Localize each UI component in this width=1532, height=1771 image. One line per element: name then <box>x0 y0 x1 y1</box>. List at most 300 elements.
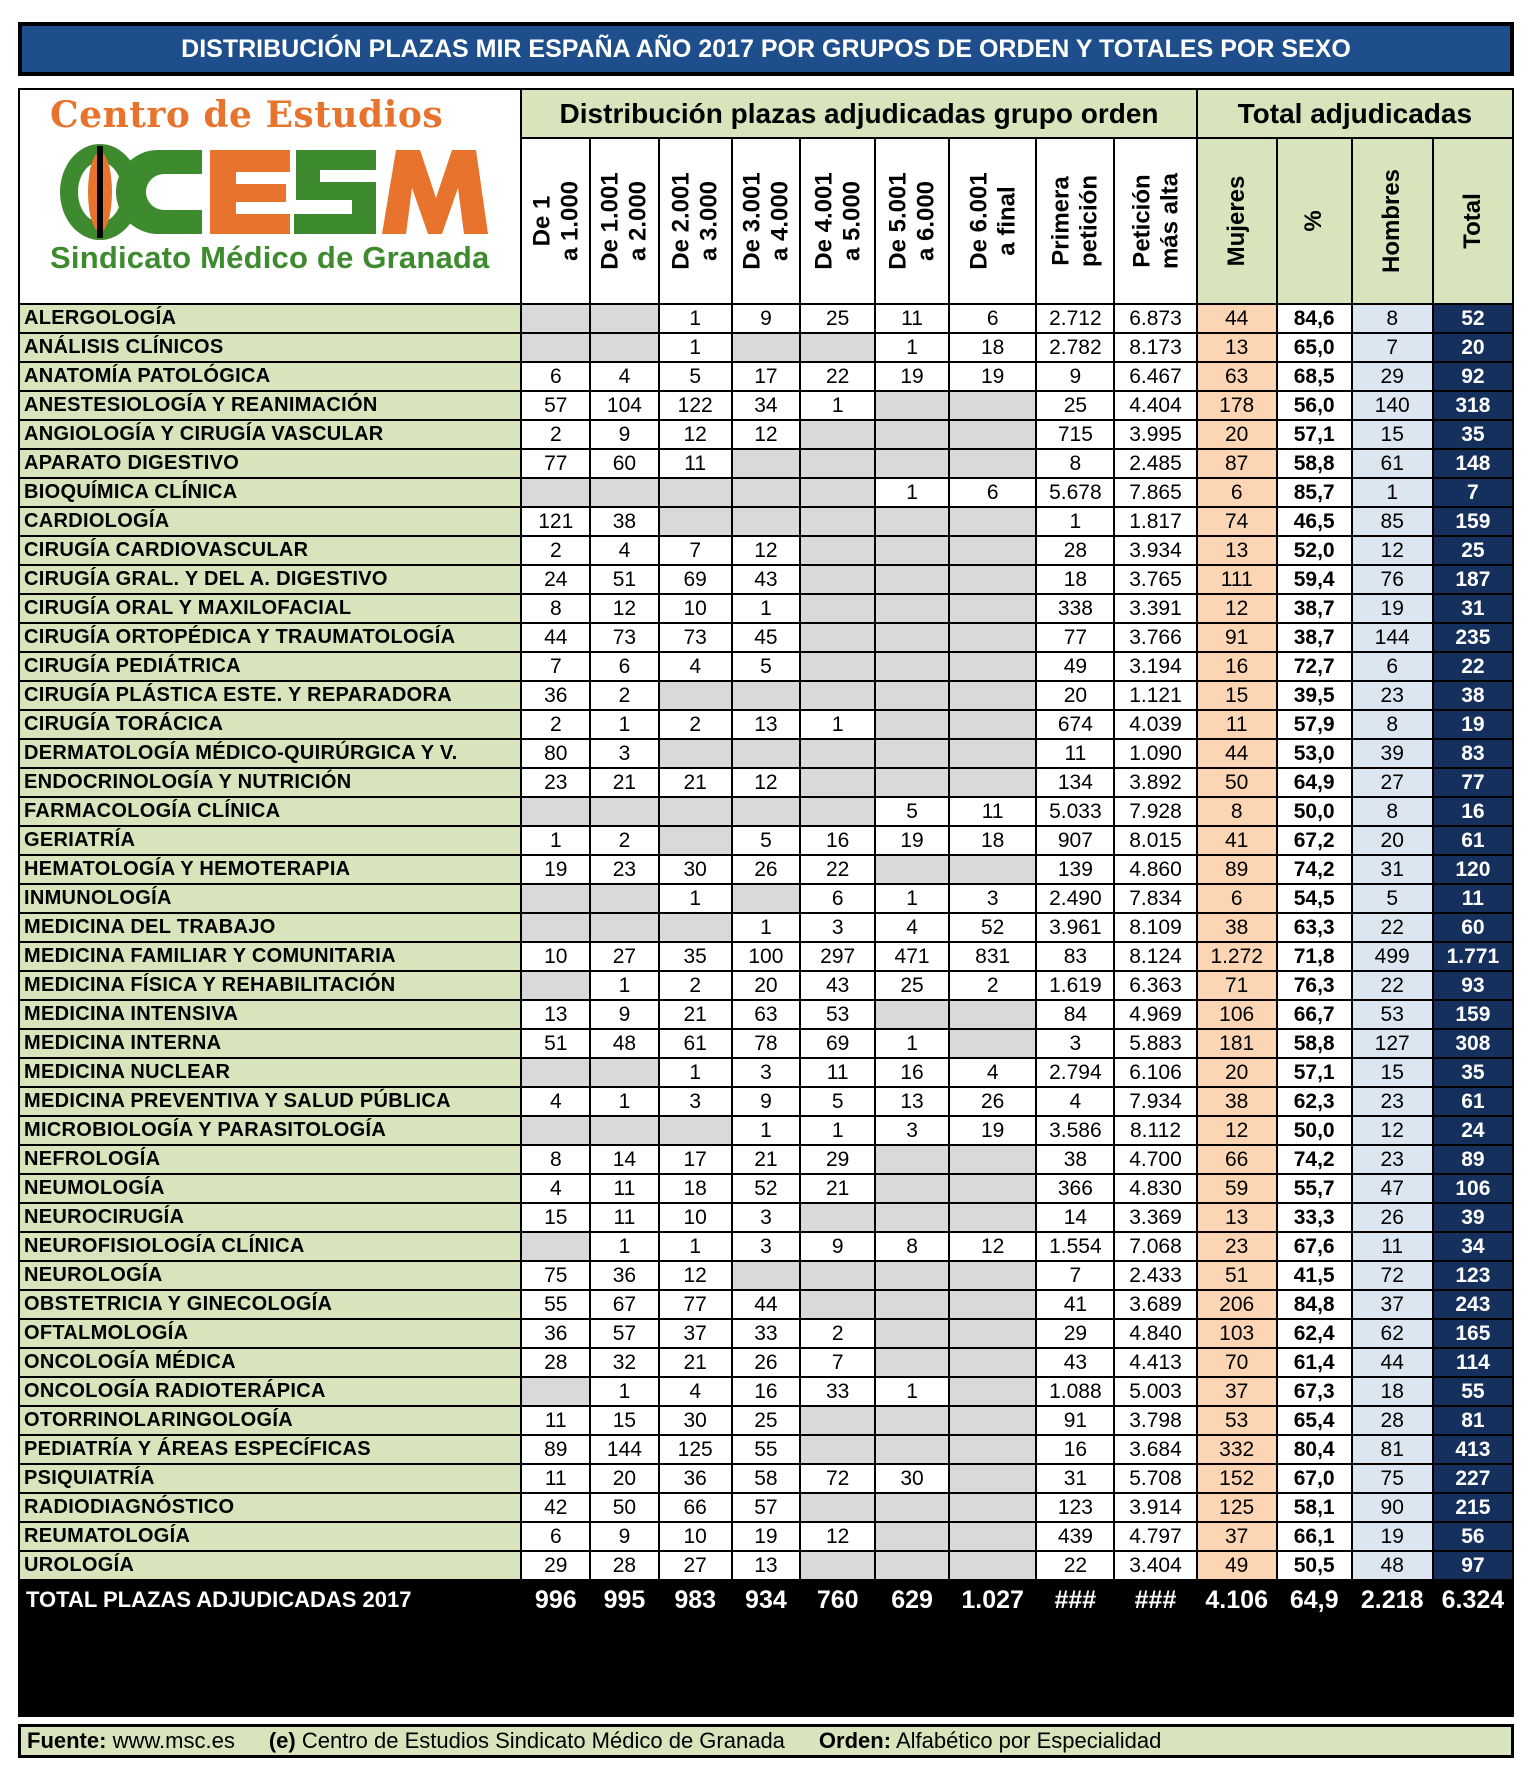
logo-bottom-text: Sindicato Médico de Granada <box>50 240 490 275</box>
men-cell: 7 <box>1352 333 1433 362</box>
logo-top-text: Centro de Estudios <box>50 94 444 136</box>
order-group-cell: 36 <box>521 1319 590 1348</box>
order-group-cell: 1 <box>659 333 732 362</box>
order-group-cell: 29 <box>521 1551 590 1580</box>
order-group-cell <box>521 304 590 333</box>
specialty-name: NEUROFISIOLOGÍA CLÍNICA <box>19 1232 521 1261</box>
women-cell: 38 <box>1197 913 1277 942</box>
totals-value: 760 <box>800 1580 875 1620</box>
totals-value: 6.324 <box>1433 1580 1513 1620</box>
percent-cell: 65,4 <box>1277 1406 1352 1435</box>
order-group-cell: 15 <box>521 1203 590 1232</box>
order-group-cell: 1 <box>590 1232 659 1261</box>
order-group-cell: 144 <box>590 1435 659 1464</box>
table-row <box>19 1087 1513 1116</box>
order-group-cell: 10 <box>659 1522 732 1551</box>
women-cell: 11 <box>1197 710 1277 739</box>
percent-cell: 67,2 <box>1277 826 1352 855</box>
order-group-cell: 77 <box>521 449 590 478</box>
order-group-cell: 2 <box>521 536 590 565</box>
max-petition-cell: 2.485 <box>1114 449 1196 478</box>
order-group-cell <box>949 710 1036 739</box>
column-header-line: De 3.001 <box>738 172 766 270</box>
percent-cell: 85,7 <box>1277 478 1352 507</box>
total-cell: 11 <box>1433 884 1513 913</box>
total-cell: 22 <box>1433 652 1513 681</box>
totals-row <box>19 1580 1513 1620</box>
order-group-cell <box>521 1116 590 1145</box>
order-group-cell: 57 <box>521 391 590 420</box>
percent-cell: 64,9 <box>1277 768 1352 797</box>
first-petition-cell: 366 <box>1036 1174 1114 1203</box>
order-group-cell: 55 <box>521 1290 590 1319</box>
order-group-cell <box>949 1377 1036 1406</box>
women-cell: 12 <box>1197 1116 1277 1145</box>
order-group-cell: 12 <box>800 1522 875 1551</box>
order-group-cell: 122 <box>659 391 732 420</box>
women-cell: 106 <box>1197 1000 1277 1029</box>
order-group-cell: 1 <box>875 333 949 362</box>
percent-cell: 67,6 <box>1277 1232 1352 1261</box>
specialty-name: NEUROCIRUGÍA <box>19 1203 521 1232</box>
order-group-cell: 4 <box>659 1377 732 1406</box>
order-group-cell: 9 <box>590 1522 659 1551</box>
totals-value: 2.218 <box>1352 1580 1433 1620</box>
order-group-cell: 8 <box>875 1232 949 1261</box>
total-cell: 148 <box>1433 449 1513 478</box>
order-group-cell <box>800 333 875 362</box>
order-group-cell <box>590 884 659 913</box>
totals-value: 629 <box>875 1580 949 1620</box>
first-petition-cell: 134 <box>1036 768 1114 797</box>
first-petition-cell: 9 <box>1036 362 1114 391</box>
totals-value: 4.106 <box>1197 1580 1277 1620</box>
percent-cell: 67,0 <box>1277 1464 1352 1493</box>
order-group-cell <box>659 826 732 855</box>
table-row <box>19 1377 1513 1406</box>
column-header-label <box>810 172 865 269</box>
percent-cell: 68,5 <box>1277 362 1352 391</box>
mir-table-frame <box>18 88 1514 1717</box>
women-cell: 63 <box>1197 362 1277 391</box>
max-petition-cell: 5.003 <box>1114 1377 1196 1406</box>
max-petition-cell: 3.391 <box>1114 594 1196 623</box>
order-group-cell <box>875 739 949 768</box>
first-petition-cell: 5.678 <box>1036 478 1114 507</box>
women-cell: 89 <box>1197 855 1277 884</box>
order-group-cell: 12 <box>659 420 732 449</box>
table-row <box>19 1551 1513 1580</box>
women-cell: 71 <box>1197 971 1277 1000</box>
total-cell: 24 <box>1433 1116 1513 1145</box>
totals-value: ### <box>1036 1580 1114 1620</box>
order-group-cell <box>949 1464 1036 1493</box>
order-group-cell: 11 <box>949 797 1036 826</box>
order-group-cell: 36 <box>521 681 590 710</box>
order-group-cell: 7 <box>659 536 732 565</box>
order-group-cell <box>800 652 875 681</box>
men-cell: 8 <box>1352 710 1433 739</box>
order-group-cell: 20 <box>590 1464 659 1493</box>
specialty-name: RADIODIAGNÓSTICO <box>19 1493 521 1522</box>
order-group-cell: 3 <box>949 884 1036 913</box>
order-group-cell: 1 <box>800 1116 875 1145</box>
order-group-cell: 11 <box>800 1058 875 1087</box>
order-group-cell: 21 <box>800 1174 875 1203</box>
percent-cell: 59,4 <box>1277 565 1352 594</box>
column-header-line: Hombres <box>1378 168 1406 274</box>
order-group-cell <box>949 652 1036 681</box>
order-group-cell: 19 <box>521 855 590 884</box>
footer-credit-value: Centro de Estudios Sindicato Médico de Granada <box>301 1728 785 1753</box>
column-header-5 <box>875 138 949 304</box>
total-cell: 215 <box>1433 1493 1513 1522</box>
order-group-cell: 21 <box>659 768 732 797</box>
order-group-cell <box>590 478 659 507</box>
order-group-cell: 5 <box>732 826 801 855</box>
order-group-cell: 2 <box>590 681 659 710</box>
specialty-name: CIRUGÍA PLÁSTICA ESTE. Y REPARADORA <box>19 681 521 710</box>
table-row <box>19 1261 1513 1290</box>
order-group-cell <box>875 391 949 420</box>
first-petition-cell: 43 <box>1036 1348 1114 1377</box>
order-group-cell: 44 <box>732 1290 801 1319</box>
order-group-cell: 3 <box>875 1116 949 1145</box>
order-group-cell: 12 <box>949 1232 1036 1261</box>
total-cell: 81 <box>1433 1406 1513 1435</box>
order-group-cell <box>875 449 949 478</box>
order-group-cell: 12 <box>732 768 801 797</box>
order-group-cell: 21 <box>590 768 659 797</box>
men-cell: 23 <box>1352 681 1433 710</box>
order-group-cell: 26 <box>732 855 801 884</box>
table-row <box>19 826 1513 855</box>
column-header-label <box>884 172 939 269</box>
order-group-cell: 11 <box>521 1406 590 1435</box>
percent-cell: 74,2 <box>1277 1145 1352 1174</box>
total-cell: 318 <box>1433 391 1513 420</box>
order-group-cell: 125 <box>659 1435 732 1464</box>
table-row <box>19 1029 1513 1058</box>
specialty-name: DERMATOLOGÍA MÉDICO-QUIRÚRGICA Y V. <box>19 739 521 768</box>
first-petition-cell: 1.554 <box>1036 1232 1114 1261</box>
order-group-cell <box>949 1319 1036 1348</box>
order-group-cell <box>875 1000 949 1029</box>
specialty-name: OBSTETRICIA Y GINECOLOGÍA <box>19 1290 521 1319</box>
order-group-cell: 17 <box>659 1145 732 1174</box>
women-cell: 53 <box>1197 1406 1277 1435</box>
first-petition-cell: 715 <box>1036 420 1114 449</box>
order-group-cell <box>732 797 801 826</box>
order-group-cell: 1 <box>732 1116 801 1145</box>
total-cell: 97 <box>1433 1551 1513 1580</box>
order-group-cell: 35 <box>659 942 732 971</box>
order-group-cell: 5 <box>875 797 949 826</box>
order-group-cell: 6 <box>949 304 1036 333</box>
order-group-cell <box>949 1435 1036 1464</box>
order-group-cell: 9 <box>732 304 801 333</box>
order-group-cell: 5 <box>732 652 801 681</box>
table-row <box>19 449 1513 478</box>
first-petition-cell: 1.088 <box>1036 1377 1114 1406</box>
percent-cell: 62,4 <box>1277 1319 1352 1348</box>
first-petition-cell: 31 <box>1036 1464 1114 1493</box>
order-group-cell: 3 <box>732 1058 801 1087</box>
order-group-cell <box>949 1000 1036 1029</box>
men-cell: 28 <box>1352 1406 1433 1435</box>
total-cell: 35 <box>1433 1058 1513 1087</box>
men-cell: 26 <box>1352 1203 1433 1232</box>
totals-value: 983 <box>659 1580 732 1620</box>
order-group-cell <box>875 1290 949 1319</box>
order-group-cell: 19 <box>732 1522 801 1551</box>
order-group-cell: 16 <box>800 826 875 855</box>
first-petition-cell: 22 <box>1036 1551 1114 1580</box>
order-group-cell: 73 <box>590 623 659 652</box>
men-cell: 22 <box>1352 971 1433 1000</box>
order-group-cell <box>875 565 949 594</box>
percent-cell: 71,8 <box>1277 942 1352 971</box>
order-group-cell <box>659 913 732 942</box>
max-petition-cell: 6.467 <box>1114 362 1196 391</box>
total-cell: 165 <box>1433 1319 1513 1348</box>
table-row <box>19 420 1513 449</box>
order-group-cell <box>949 623 1036 652</box>
total-cell: 89 <box>1433 1145 1513 1174</box>
percent-cell: 65,0 <box>1277 333 1352 362</box>
men-cell: 5 <box>1352 884 1433 913</box>
specialty-name: GERIATRÍA <box>19 826 521 855</box>
order-group-cell <box>732 884 801 913</box>
women-cell: 37 <box>1197 1522 1277 1551</box>
specialty-name: UROLOGÍA <box>19 1551 521 1580</box>
order-group-cell <box>875 1493 949 1522</box>
max-petition-cell: 8.109 <box>1114 913 1196 942</box>
table-row <box>19 1116 1513 1145</box>
column-header-label <box>528 181 583 261</box>
first-petition-cell: 5.033 <box>1036 797 1114 826</box>
order-group-cell <box>659 507 732 536</box>
order-group-cell: 28 <box>590 1551 659 1580</box>
order-group-cell: 8 <box>521 594 590 623</box>
percent-cell: 50,0 <box>1277 1116 1352 1145</box>
men-cell: 12 <box>1352 536 1433 565</box>
women-cell: 20 <box>1197 1058 1277 1087</box>
column-header-line: a 6.000 <box>912 180 940 262</box>
order-group-cell: 89 <box>521 1435 590 1464</box>
column-header-line: petición <box>1075 174 1103 268</box>
column-header-8 <box>1114 138 1196 304</box>
order-group-cell: 25 <box>875 971 949 1000</box>
footer-credit <box>269 1728 785 1754</box>
specialty-name: CARDIOLOGÍA <box>19 507 521 536</box>
footer-source-link[interactable]: www.msc.es <box>112 1728 235 1753</box>
max-petition-cell: 3.995 <box>1114 420 1196 449</box>
women-cell: 16 <box>1197 652 1277 681</box>
table-row <box>19 391 1513 420</box>
specialty-name: OFTALMOLOGÍA <box>19 1319 521 1348</box>
specialty-name: NEUROLOGÍA <box>19 1261 521 1290</box>
max-petition-cell: 4.969 <box>1114 1000 1196 1029</box>
table-row <box>19 594 1513 623</box>
order-group-cell: 72 <box>800 1464 875 1493</box>
total-cell: 92 <box>1433 362 1513 391</box>
specialty-name: ANÁLISIS CLÍNICOS <box>19 333 521 362</box>
percent-cell: 76,3 <box>1277 971 1352 1000</box>
order-group-cell: 52 <box>732 1174 801 1203</box>
order-group-cell: 26 <box>949 1087 1036 1116</box>
order-group-cell: 1 <box>875 1377 949 1406</box>
max-petition-cell: 7.865 <box>1114 478 1196 507</box>
order-group-cell: 73 <box>659 623 732 652</box>
max-petition-cell: 6.873 <box>1114 304 1196 333</box>
order-group-cell <box>949 565 1036 594</box>
max-petition-cell: 2.433 <box>1114 1261 1196 1290</box>
order-group-cell: 60 <box>590 449 659 478</box>
order-group-cell <box>949 1493 1036 1522</box>
order-group-cell: 6 <box>800 884 875 913</box>
order-group-cell: 12 <box>732 536 801 565</box>
women-cell: 332 <box>1197 1435 1277 1464</box>
order-group-cell: 1 <box>875 478 949 507</box>
specialty-name: APARATO DIGESTIVO <box>19 449 521 478</box>
order-group-cell: 22 <box>800 362 875 391</box>
column-header-1 <box>590 138 659 304</box>
order-group-cell <box>590 304 659 333</box>
column-header-4 <box>800 138 875 304</box>
max-petition-cell: 3.766 <box>1114 623 1196 652</box>
order-group-cell: 18 <box>949 826 1036 855</box>
order-group-cell: 13 <box>875 1087 949 1116</box>
women-cell: 23 <box>1197 1232 1277 1261</box>
order-group-cell <box>521 913 590 942</box>
order-group-cell <box>800 1203 875 1232</box>
table-row <box>19 681 1513 710</box>
men-cell: 37 <box>1352 1290 1433 1319</box>
order-group-cell: 19 <box>949 362 1036 391</box>
column-header-3 <box>732 138 801 304</box>
order-group-cell: 2 <box>521 710 590 739</box>
specialty-name: FARMACOLOGÍA CLÍNICA <box>19 797 521 826</box>
order-group-cell: 51 <box>590 565 659 594</box>
specialty-name: PSIQUIATRÍA <box>19 1464 521 1493</box>
order-group-cell: 15 <box>590 1406 659 1435</box>
order-group-cell <box>521 1377 590 1406</box>
men-cell: 19 <box>1352 1522 1433 1551</box>
first-petition-cell: 38 <box>1036 1145 1114 1174</box>
men-cell: 31 <box>1352 855 1433 884</box>
column-header-line: % <box>1300 210 1328 232</box>
women-cell: 50 <box>1197 768 1277 797</box>
table-row <box>19 797 1513 826</box>
column-header-line: De 4.001 <box>810 172 838 270</box>
order-group-cell <box>590 797 659 826</box>
max-petition-cell: 6.363 <box>1114 971 1196 1000</box>
men-cell: 1 <box>1352 478 1433 507</box>
percent-cell: 50,5 <box>1277 1551 1352 1580</box>
women-cell: 8 <box>1197 797 1277 826</box>
percent-cell: 54,5 <box>1277 884 1352 913</box>
totals-value: 1.027 <box>949 1580 1036 1620</box>
men-cell: 23 <box>1352 1145 1433 1174</box>
order-group-cell <box>521 478 590 507</box>
order-group-cell: 1 <box>521 826 590 855</box>
specialty-name: MEDICINA NUCLEAR <box>19 1058 521 1087</box>
column-header-label <box>1378 169 1406 273</box>
order-group-cell: 42 <box>521 1493 590 1522</box>
order-group-cell: 4 <box>659 652 732 681</box>
percent-cell: 63,3 <box>1277 913 1352 942</box>
max-petition-cell: 1.121 <box>1114 681 1196 710</box>
order-group-cell: 66 <box>659 1493 732 1522</box>
order-group-cell <box>732 681 801 710</box>
order-group-cell: 78 <box>732 1029 801 1058</box>
first-petition-cell: 77 <box>1036 623 1114 652</box>
order-group-cell: 22 <box>800 855 875 884</box>
order-group-cell: 38 <box>590 507 659 536</box>
first-petition-cell: 139 <box>1036 855 1114 884</box>
totals-value: 934 <box>732 1580 801 1620</box>
order-group-cell: 50 <box>590 1493 659 1522</box>
order-group-cell <box>800 739 875 768</box>
order-group-cell <box>875 768 949 797</box>
order-group-cell <box>732 478 801 507</box>
men-cell: 18 <box>1352 1377 1433 1406</box>
percent-cell: 67,3 <box>1277 1377 1352 1406</box>
order-group-cell <box>800 507 875 536</box>
specialty-name: BIOQUÍMICA CLÍNICA <box>19 478 521 507</box>
percent-cell: 38,7 <box>1277 623 1352 652</box>
order-group-cell <box>875 1435 949 1464</box>
total-cell: 93 <box>1433 971 1513 1000</box>
order-group-cell <box>875 652 949 681</box>
order-group-cell <box>875 710 949 739</box>
order-group-cell <box>732 449 801 478</box>
max-petition-cell: 4.413 <box>1114 1348 1196 1377</box>
specialty-name: OTORRINOLARINGOLOGÍA <box>19 1406 521 1435</box>
order-group-cell <box>521 1232 590 1261</box>
specialty-name: CIRUGÍA PEDIÁTRICA <box>19 652 521 681</box>
order-group-cell <box>949 1406 1036 1435</box>
max-petition-cell: 8.015 <box>1114 826 1196 855</box>
specialty-name: CIRUGÍA ORAL Y MAXILOFACIAL <box>19 594 521 623</box>
order-group-cell: 77 <box>659 1290 732 1319</box>
total-cell: 39 <box>1433 1203 1513 1232</box>
order-group-cell <box>875 855 949 884</box>
order-group-cell <box>949 768 1036 797</box>
order-group-cell <box>732 507 801 536</box>
total-cell: 60 <box>1433 913 1513 942</box>
column-header-label <box>965 172 1020 269</box>
order-group-cell: 61 <box>659 1029 732 1058</box>
order-group-cell <box>949 1290 1036 1319</box>
max-petition-cell: 1.090 <box>1114 739 1196 768</box>
table-row <box>19 1406 1513 1435</box>
order-group-cell: 9 <box>732 1087 801 1116</box>
order-group-cell: 63 <box>732 1000 801 1029</box>
women-cell: 13 <box>1197 536 1277 565</box>
women-cell: 44 <box>1197 739 1277 768</box>
order-group-cell <box>521 884 590 913</box>
order-group-cell: 1 <box>800 710 875 739</box>
total-cell: 413 <box>1433 1435 1513 1464</box>
order-group-cell: 1 <box>590 1087 659 1116</box>
order-group-cell: 34 <box>732 391 801 420</box>
women-cell: 51 <box>1197 1261 1277 1290</box>
percent-cell: 66,1 <box>1277 1522 1352 1551</box>
first-petition-cell: 14 <box>1036 1203 1114 1232</box>
first-petition-cell: 439 <box>1036 1522 1114 1551</box>
